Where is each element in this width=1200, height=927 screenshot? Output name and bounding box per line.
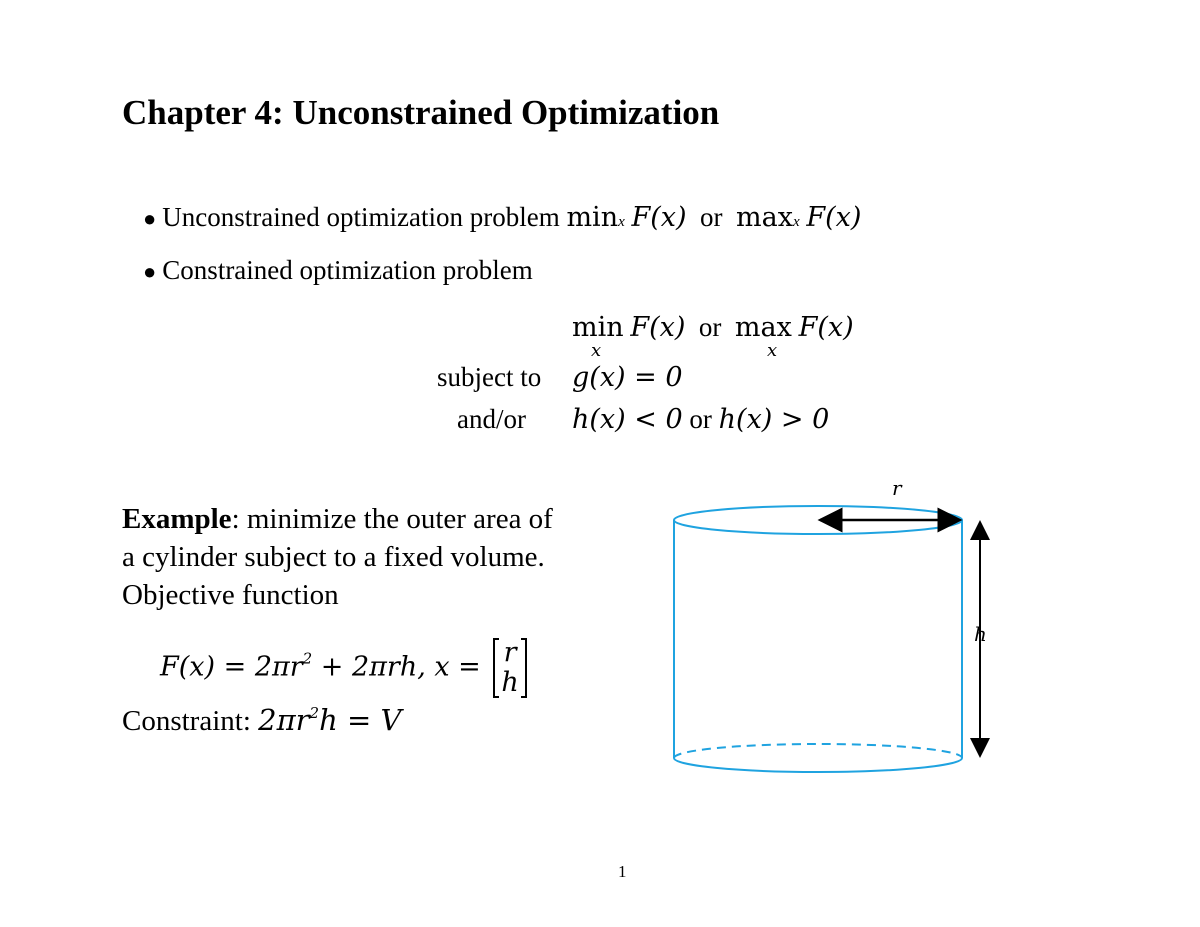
cylinder-bottom-back	[674, 744, 962, 758]
chapter-title: Chapter 4: Unconstrained Optimization	[122, 93, 720, 132]
constraint-label: Constraint:	[122, 705, 251, 737]
example-line-2: a cylinder subject to a fixed volume.	[122, 541, 545, 573]
equality-constraint: g(x) = 0	[572, 362, 683, 393]
or-word: or	[689, 404, 712, 434]
bullet-text-constrained: Constrained optimization problem	[162, 255, 533, 285]
objective-fx-max: F(x)	[806, 202, 862, 233]
cylinder-figure	[660, 465, 1000, 785]
constraint-rhs: h = V	[319, 703, 402, 737]
min-subscript: x	[618, 214, 625, 230]
vector-r: r	[503, 637, 517, 668]
objective-lhs: F(x) = 2πr	[160, 651, 303, 683]
max-subscript: x	[792, 214, 800, 230]
example-label: Example	[122, 503, 232, 535]
min-under-variable: x	[591, 340, 602, 361]
constrained-objective	[572, 312, 854, 343]
bullet-constrained	[143, 255, 533, 286]
bullet-text-unconstrained: Unconstrained optimization problem	[162, 202, 560, 232]
height-label: h	[974, 622, 987, 646]
constraint-lhs: 2πr	[258, 703, 310, 737]
objective-equation	[160, 638, 527, 698]
max-operator: max	[734, 312, 792, 343]
bullet-icon: ●	[143, 206, 157, 231]
min-operator: min	[572, 312, 624, 343]
objective-rest: + 2πrh, x =	[312, 651, 481, 683]
max-operator: max	[736, 202, 793, 233]
subject-to-label: subject to	[437, 362, 542, 392]
vector-h: h	[501, 667, 519, 698]
bullet-unconstrained	[143, 202, 861, 233]
objective-fx-max: F(x)	[798, 312, 854, 343]
example-text	[122, 500, 553, 614]
cylinder-bottom-front	[674, 758, 962, 772]
or-word: or	[700, 202, 723, 232]
constraint-line	[122, 703, 401, 738]
cylinder-shape	[674, 506, 962, 772]
and-or-label: and/or	[457, 404, 526, 434]
objective-fx: F(x)	[630, 312, 686, 343]
objective-exponent: 2	[302, 649, 313, 668]
example-line-1: : minimize the outer area of	[231, 503, 553, 535]
bullet-icon: ●	[143, 259, 157, 284]
radius-label: r	[892, 476, 902, 500]
objective-fx: F(x)	[631, 202, 687, 233]
vector-x	[493, 638, 526, 698]
constraint-exponent: 2	[309, 704, 320, 722]
max-under-variable: x	[767, 340, 778, 361]
or-word: or	[698, 312, 722, 342]
inequality-constraints	[572, 404, 829, 435]
example-line-3: Objective function	[122, 579, 339, 611]
inequality-gt: h(x) > 0	[718, 404, 830, 435]
inequality-lt: h(x) < 0	[572, 404, 683, 435]
min-operator: min	[566, 202, 619, 233]
page-number: 1	[618, 862, 627, 881]
